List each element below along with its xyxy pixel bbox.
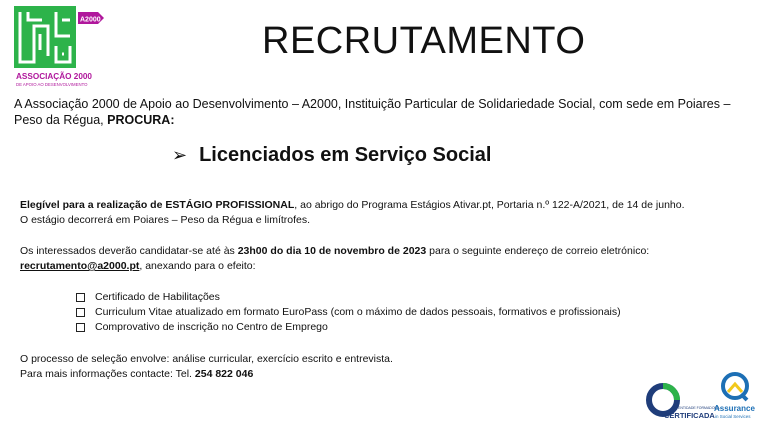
checkbox-icon	[76, 308, 85, 317]
logo-name: ASSOCIAÇÃO 2000	[16, 72, 92, 81]
list-item	[76, 320, 716, 335]
cert-big-text: CERTIFICADA	[664, 411, 715, 420]
eligibility-rest: , ao abrigo do Programa Estágios Ativar.pt, Portaria n.º 122-A/2021, de 14 de junho.	[294, 199, 685, 211]
list-item	[76, 305, 716, 320]
requirement-label: Comprovativo de inscrição no Centro de Emprego	[95, 321, 328, 333]
logo-badge: A2000	[80, 16, 101, 24]
email-link[interactable]: recrutamento@a2000.pt	[20, 260, 140, 272]
checkbox-icon	[76, 323, 85, 332]
assurance-sub: in Social Services	[715, 414, 751, 419]
intro-paragraph	[14, 96, 760, 128]
eligibility-paragraph	[20, 198, 750, 228]
checkbox-icon	[76, 293, 85, 302]
assurance-name: Assurance	[714, 404, 755, 413]
cert-small-text: ENTIDADE FORMADORA	[678, 406, 720, 410]
intro-procura: PROCURA:	[107, 113, 175, 127]
application-after-email: , anexando para o efeito:	[139, 260, 256, 272]
a2000-logo	[14, 6, 106, 90]
intro-text: A Associação 2000 de Apoio ao Desenvolvimento – A2000, Instituição Particular de Solidariedade Social, com sede em Poiares – Peso da Régua,	[14, 97, 731, 127]
contact-prefix: Para mais informações contacte: Tel.	[20, 368, 195, 380]
position-heading	[172, 144, 491, 167]
assurance-social-services-logo	[710, 370, 760, 426]
requirements-list	[76, 290, 716, 335]
position-title: Licenciados em Serviço Social	[199, 144, 492, 166]
page-title: RECRUTAMENTO	[262, 20, 586, 62]
requirement-label: Certificado de Habilitações	[95, 291, 220, 303]
process-text: O processo de seleção envolve: análise curricular, exercício escrito e entrevista.	[20, 353, 393, 365]
application-deadline: 23h00 do dia 10 de novembro de 2023	[237, 245, 427, 257]
application-paragraph	[20, 244, 750, 274]
application-prefix: Os interessados deverão candidatar-se até às	[20, 245, 238, 257]
logo-tagline: DE APOIO AO DESENVOLVIMENTO	[16, 82, 88, 87]
list-item	[76, 290, 716, 305]
arrow-bullet-icon: ➢	[172, 145, 188, 165]
contact-phone: 254 822 046	[194, 368, 254, 380]
certified-entity-logo	[646, 376, 720, 424]
process-paragraph	[20, 352, 750, 382]
eligibility-location: O estágio decorrerá em Poiares – Peso da Régua e limítrofes.	[20, 214, 311, 226]
application-suffix: para o seguinte endereço de correio eletrónico:	[426, 245, 650, 257]
eligibility-bold: Elegível para a realização de ESTÁGIO PROFISSIONAL	[20, 199, 295, 211]
requirement-label: Curriculum Vitae atualizado em formato EuroPass (com o máximo de dados pessoais, formativos e profissionais)	[95, 306, 621, 318]
